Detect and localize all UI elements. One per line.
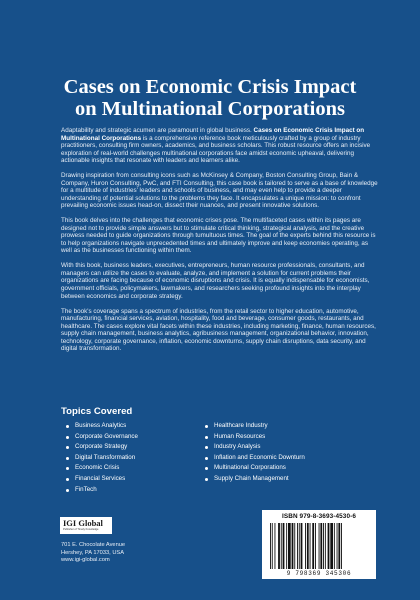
- topic-item: [66, 432, 138, 443]
- topic-item: [205, 421, 305, 432]
- topics-heading: Topics Covered: [61, 406, 133, 417]
- topic-label: Industry Analysis: [214, 443, 261, 451]
- topic-label: Corporate Governance: [75, 432, 138, 440]
- barcode-bar: [278, 523, 280, 569]
- topic-label: Supply Chain Management: [214, 474, 289, 482]
- barcode-bar: [328, 523, 330, 569]
- topics-list-right: [205, 421, 305, 485]
- topic-label: Financial Services: [75, 474, 126, 482]
- barcode-bar: [341, 523, 342, 569]
- bullet-icon: [205, 425, 208, 428]
- barcode-digits: 9 798369 345306: [286, 570, 352, 577]
- bullet-icon: [205, 436, 208, 439]
- topic-item: [205, 442, 305, 453]
- topic-label: Economic Crisis: [75, 464, 120, 472]
- bullet-icon: [205, 457, 208, 460]
- barcode-bar: [288, 523, 291, 569]
- barcode-bar: [334, 523, 335, 569]
- topic-label: Corporate Strategy: [75, 443, 128, 451]
- bullet-icon: [66, 436, 69, 439]
- book-title: [0, 76, 420, 120]
- barcode-bar: [286, 523, 287, 569]
- book-title-line-1: Cases on Economic Crisis Impact: [63, 76, 357, 98]
- isbn-barcode: [262, 510, 376, 579]
- description-paragraph-4: With this book, business leaders, executives, entrepreneurs, human resource professionals, consultants, and managers can utilize the cases to evaluate, analyze, and implement a solution for current problems their organizations are facing because of economic disruptions and crisis. It is equally indispensable for economists, government officials, policymakers, lawmakers, and researchers seeking profound insights into the interplay between economics and corporate strategy.: [61, 262, 370, 300]
- topic-item: [205, 453, 305, 464]
- publisher-website: www.igi-global.com: [61, 557, 110, 564]
- barcode-bar: [337, 523, 338, 569]
- barcode-bar: [270, 523, 271, 569]
- address-line-2: Hershey, PA 17033, USA: [61, 549, 125, 556]
- isbn-label: ISBN 979-8-3693-4530-6: [282, 513, 356, 520]
- barcode-bar: [319, 523, 320, 569]
- barcode-bar: [283, 523, 285, 569]
- topic-item: [66, 485, 138, 496]
- barcode-bar: [305, 523, 306, 569]
- bullet-icon: [66, 489, 69, 492]
- topic-label: Business Analytics: [75, 422, 127, 429]
- barcode-bar: [275, 523, 276, 569]
- topic-label: Human Resources: [214, 432, 266, 440]
- bullet-icon: [66, 457, 69, 460]
- topic-item: [66, 453, 138, 464]
- barcode-bar: [272, 523, 273, 569]
- bullet-icon: [66, 446, 69, 449]
- topic-label: Inflation and Economic Downturn: [214, 453, 305, 461]
- barcode-bar: [297, 523, 298, 569]
- bullet-icon: [66, 478, 69, 481]
- description-p1-bold-title: Cases on Economic Crisis Impact on Multinational Corporations: [61, 127, 365, 142]
- barcode-bar: [299, 523, 300, 569]
- bullet-icon: [205, 467, 208, 470]
- barcode-bar: [301, 523, 303, 569]
- barcode-bar: [310, 523, 311, 569]
- address-line-1: 701 E. Chocolate Avenue: [61, 542, 126, 548]
- description-paragraph-2: Drawing inspiration from consulting icons such as McKinsey & Company, Boston Consulting Group, Bain & Company, Huron Consulting, PwC, and FTI Consulting, this case book is tailored to serve as a base of knowledge for a multitude of industries' leaders and schools of business, and may even help to provide a deeper understanding of potential solutions to the problems they face. It encapsulates a unique mission: to confront prevailing economic issues head-on, dissect their nuances, and present innovative solutions.: [61, 172, 378, 210]
- bullet-icon: [66, 467, 69, 470]
- bullet-icon: [205, 446, 208, 449]
- topic-item: [205, 432, 305, 443]
- barcode-bar: [325, 523, 326, 569]
- barcode-bar: [338, 523, 340, 569]
- topic-label: Digital Transformation: [75, 453, 136, 461]
- topic-item: [66, 442, 138, 453]
- barcode-bar: [307, 523, 309, 569]
- description-paragraph-5: The book's coverage spans a spectrum of industries, from the retail sector to higher education, automotive, manufacturing, financial services, aviation, hospitality, food and beverage, consumer goods, restaurants, and healthcare. The cases explore vital facets within these industries, including marketing, finance, human resources, supply chain management, business analytics, agribusiness management, organizational behavior, innovation, technology, corporate governance, inflation, economic downturns, supply chain disruptions, data security, and digital transformation.: [61, 307, 376, 353]
- topic-item: [66, 421, 138, 432]
- barcode-bar: [292, 523, 294, 569]
- description-paragraph-3: This book delves into the challenges that economic crises pose. The multifaceted cases within its pages are designed not to provide simple answers but to stimulate critical thinking, strategical analysis, and the creative prowess needed to guide organizations through tumultuous times. The goal of the experts behind this resource is to help organizations navigate unprecedented times and ultimately improve and keep economies operating, as well as the businesses functioning within them.: [61, 217, 376, 255]
- barcode-bar: [281, 523, 282, 569]
- topic-item: [66, 463, 138, 474]
- topic-label: Multinational Corporations: [214, 464, 286, 472]
- barcode-bar: [294, 523, 295, 569]
- topic-label: FinTech: [75, 485, 97, 493]
- barcode-bar: [320, 523, 322, 569]
- description-p1-intro: Adaptability and strategic acumen are paramount in global business.: [61, 127, 254, 134]
- topic-item: [205, 463, 305, 474]
- barcode-icon: [268, 523, 370, 569]
- topic-item: [205, 474, 305, 485]
- bullet-icon: [205, 478, 208, 481]
- publisher-logo: [60, 517, 112, 534]
- barcode-bar: [312, 523, 314, 569]
- bullet-icon: [66, 425, 69, 428]
- publisher-address: [61, 542, 125, 565]
- publisher-logo-name: IGI Global: [63, 518, 103, 528]
- topic-label: Healthcare Industry: [214, 422, 268, 429]
- barcode-bar: [330, 523, 333, 569]
- book-title-line-2: on Multinational Corporations: [75, 98, 345, 120]
- topics-list-left: [66, 421, 138, 495]
- barcode-bar: [315, 523, 316, 569]
- description-paragraph-1: [61, 127, 379, 165]
- topic-item: [66, 474, 138, 485]
- barcode-bar: [323, 523, 324, 569]
- description-p1-rest: is a comprehensive reference book meticulously crafted by a group of industry practitioners, consulting firm owners, academics, and business scholars. This robust resource offers an incisive exploration of real-world challenges multinational corporations face amidst economic upheaval, delivering actionable insights that resonate with leaders and learners alike.: [61, 134, 371, 165]
- book-description: [61, 127, 379, 360]
- publisher-logo-tagline: Publisher of Timely Knowledge: [63, 528, 99, 531]
